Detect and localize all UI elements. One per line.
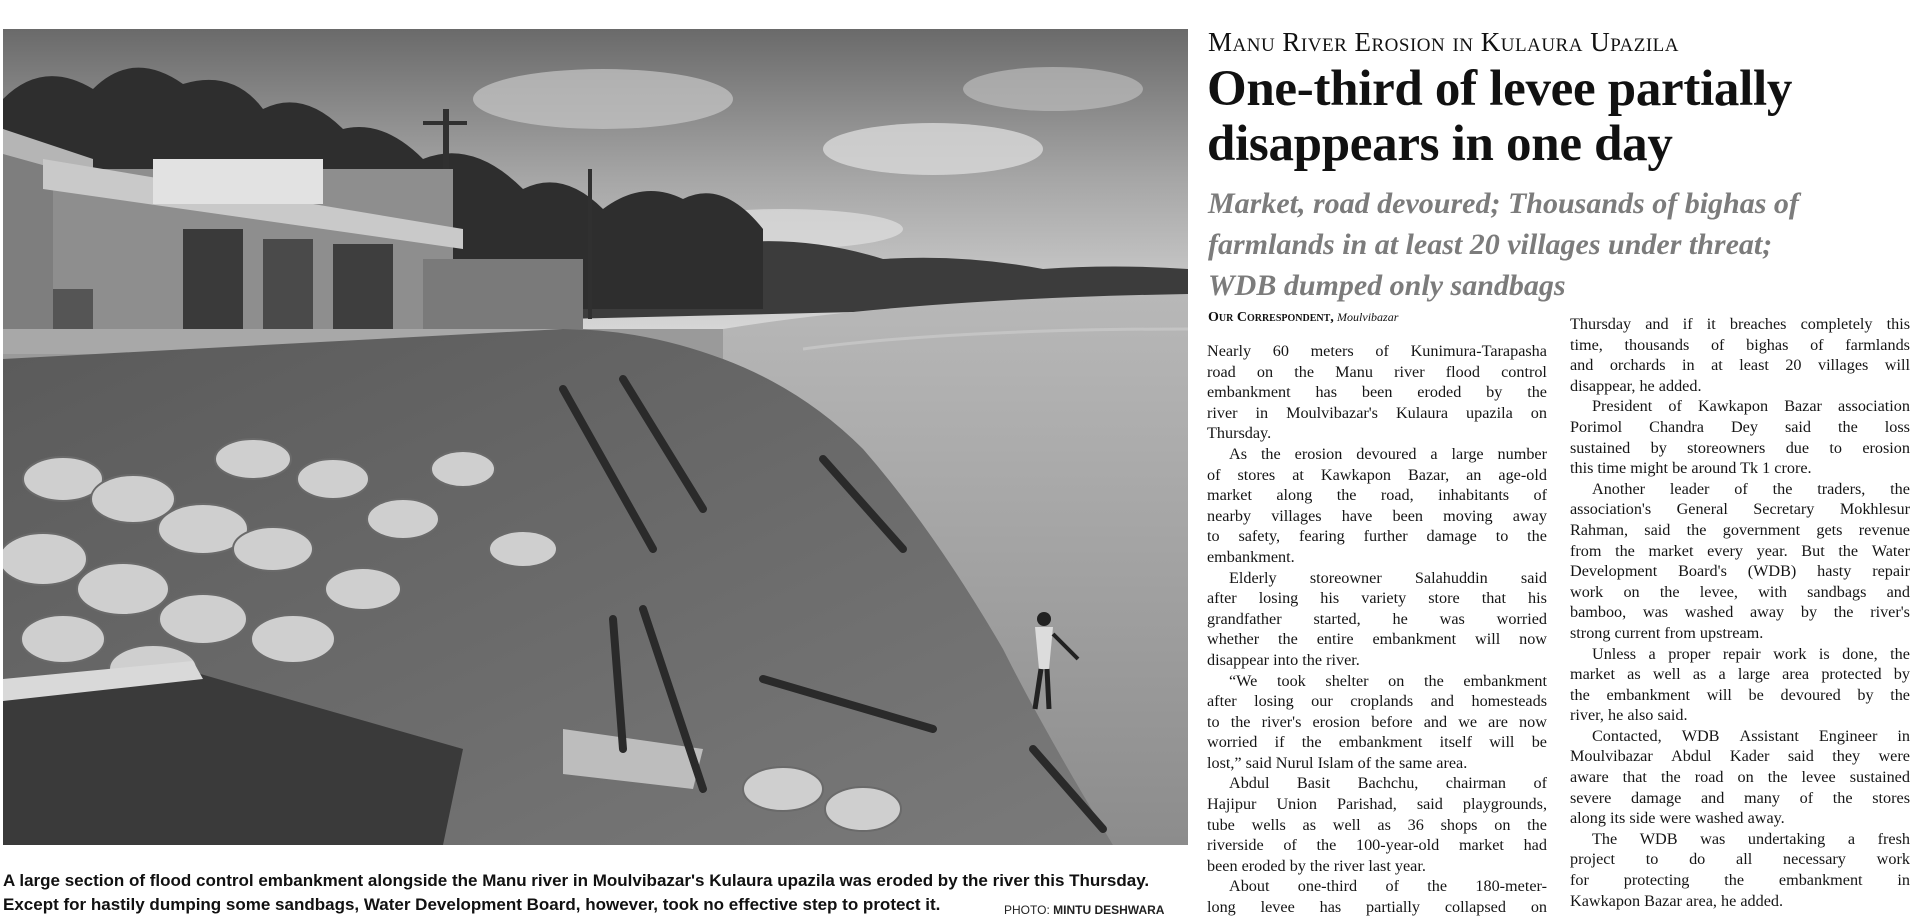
headline-line-2: disappears in one day (1207, 116, 1673, 172)
photo-illustration (3, 29, 1188, 845)
article-line: and orchards in at least 20 villages will (1570, 356, 1910, 375)
article-line: lost,” said Nurul Islam of the same area. (1207, 753, 1468, 772)
article-line: Unless a proper repair work is done, the (1592, 644, 1910, 663)
article-line: of stores at Kawkapon Bazar, an age-old (1207, 465, 1547, 484)
article-line: The WDB was undertaking a fresh (1592, 829, 1910, 848)
article-line: aware that the road on the levee sustained (1570, 768, 1910, 787)
article-line: time, thousands of bighas of farmlands (1570, 335, 1910, 354)
article-line: sustained by storeowners due to erosion (1570, 438, 1910, 457)
article-line: Kawkapon Bazar area, he added. (1570, 891, 1784, 910)
article-column-1 (1207, 341, 1547, 918)
article-line: to safety, fearing further damage to the (1207, 527, 1547, 546)
article-line: As the erosion devoured a large number (1229, 444, 1547, 463)
article-line: severe damage and many of the stores (1570, 788, 1910, 807)
article-line: long levee has partially collapsed on (1207, 898, 1547, 917)
article-line: for protecting the embankment in (1570, 871, 1910, 890)
article-line: nearby villages have been moving away (1207, 506, 1547, 525)
kicker: Manu River Erosion in Kulaura Upazila (1208, 27, 1679, 57)
article-line: this time might be around Tk 1 crore. (1570, 459, 1812, 478)
article-line: worried if the embankment itself will be (1207, 733, 1547, 752)
article-line: tube wells as well as 36 shops on the (1207, 815, 1547, 834)
article-line: from the market every year. But the Water (1570, 541, 1910, 560)
article-line: road on the Manu river flood control (1207, 362, 1547, 381)
subheadline (1208, 183, 1913, 306)
article-line: Rahman, said the government gets revenue (1570, 520, 1910, 539)
article-line: riverside of the 100-year-old market had (1207, 836, 1547, 855)
article-line: Porimol Chandra Dey said the loss (1570, 417, 1910, 436)
article-line: after losing his variety store that his (1207, 589, 1547, 608)
article-line: Contacted, WDB Assistant Engineer in (1592, 726, 1910, 745)
article-line: Thursday and if it breaches completely this (1570, 315, 1910, 333)
article-line: Hajipur Union Parishad, said playgrounds, (1207, 795, 1547, 814)
article-line: bamboo, was washed away by the river's (1570, 603, 1910, 622)
photo-credit-name: MINTU DESHWARA (1053, 903, 1165, 917)
headline-line-1: One-third of levee partially (1207, 61, 1793, 117)
subheadline-line-1: Market, road devoured; Thousands of bighas of (1208, 187, 1799, 220)
article-line: embankment has been eroded by the (1207, 383, 1547, 402)
headline (1207, 62, 1912, 172)
article-line: market as well as a large area protected by (1570, 665, 1910, 684)
article-line: strong current from upstream. (1570, 623, 1764, 642)
article-line: “We took shelter on the embankment (1229, 671, 1547, 690)
article-line: Nearly 60 meters of Kunimura-Tarapasha (1207, 342, 1547, 360)
byline (1208, 309, 1398, 326)
article-line: the embankment will be devoured by the (1570, 685, 1910, 704)
article-line: Development Board's (WDB) hasty repair (1570, 562, 1910, 581)
article-line: project to do all necessary work (1570, 850, 1910, 869)
article-line: About one-third of the 180-meter- (1229, 877, 1547, 896)
article-line: disappear into the river. (1207, 650, 1360, 669)
caption-line-1: A large section of flood control embankment alongside the Manu river in Moulvibazar's Kulaura upazila was eroded by the river this Thursday. (3, 871, 1150, 890)
article-line: association's General Secretary Mokhlesur (1570, 500, 1910, 519)
article-line: river, he also said. (1570, 706, 1688, 725)
article-line: President of Kawkapon Bazar association (1592, 397, 1910, 416)
byline-name: Our Correspondent, (1208, 310, 1334, 325)
article-line: embankment. (1207, 547, 1295, 566)
article-line: been eroded by the river last year. (1207, 856, 1426, 875)
article-line: market along the road, inhabitants of (1207, 486, 1547, 505)
article-line: Abdul Basit Bachchu, chairman of (1229, 774, 1547, 793)
photo-caption (3, 869, 1163, 917)
subheadline-line-2: farmlands in at least 20 villages under threat; (1208, 228, 1773, 261)
article-line: disappear, he added. (1570, 376, 1702, 395)
caption-line-2: Except for hastily dumping some sandbags, Water Development Board, however, took no effective step to protect it. (3, 895, 941, 914)
article-line: after losing our croplands and homesteads (1207, 692, 1547, 711)
article-column-2 (1570, 314, 1910, 911)
news-photo (3, 29, 1188, 845)
article-line: whether the entire embankment will now (1207, 630, 1547, 649)
photo-credit-label: PHOTO: (1004, 903, 1050, 917)
article-line: along its side were washed away. (1570, 809, 1785, 828)
article-line: river in Moulvibazar's Kulaura upazila on (1207, 403, 1547, 422)
article-line: grandfather started, he was worried (1207, 609, 1547, 628)
article-line: Elderly storeowner Salahuddin said (1229, 568, 1547, 587)
photo-credit (1004, 903, 1164, 917)
subheadline-line-3: WDB dumped only sandbags (1208, 269, 1566, 302)
article-line: Thursday. (1207, 424, 1272, 443)
article-line: work on the levee, with sandbags and (1570, 582, 1910, 601)
byline-place: Moulvibazar (1337, 310, 1399, 324)
article-line: Moulvibazar Abdul Kader said they were (1570, 747, 1910, 766)
article-line: to the river's erosion before and we are now (1207, 712, 1547, 731)
article-line: Another leader of the traders, the (1592, 479, 1910, 498)
